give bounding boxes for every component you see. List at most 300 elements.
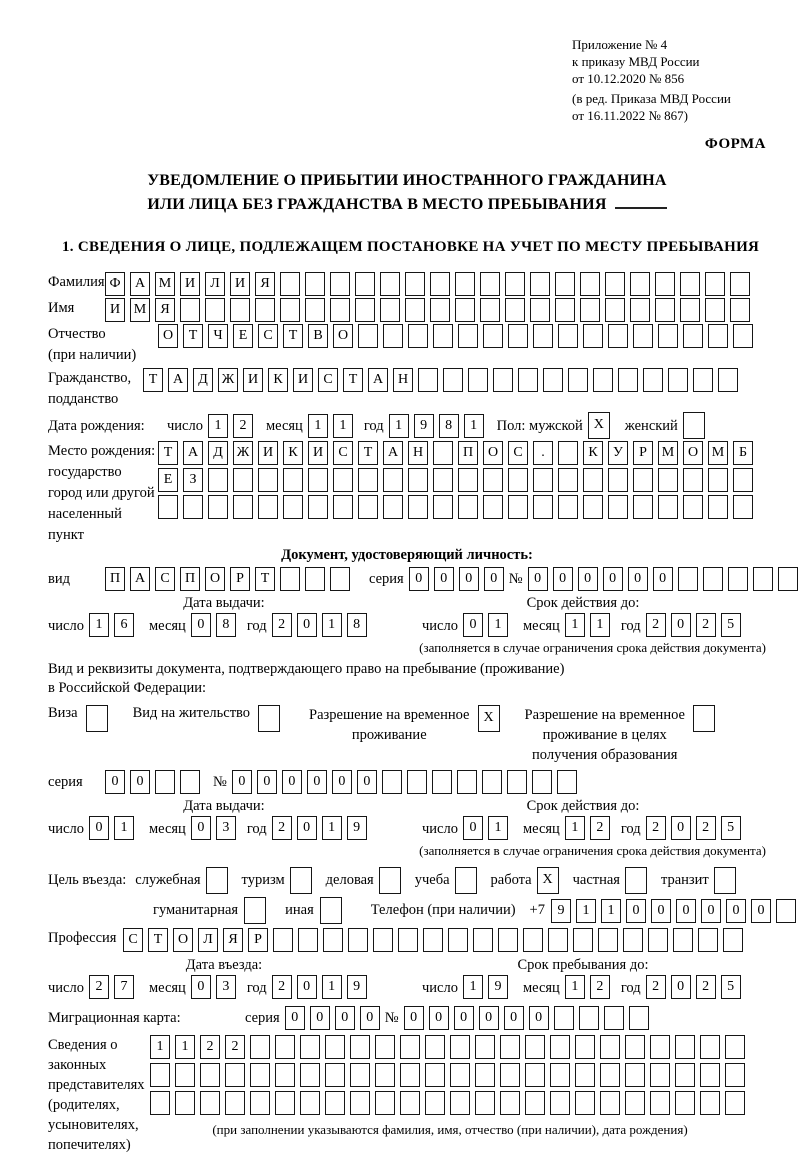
form-cell[interactable]: К: [268, 368, 288, 392]
form-cell[interactable]: 1: [463, 975, 483, 999]
form-cell[interactable]: [518, 368, 538, 392]
form-cell[interactable]: Т: [143, 368, 163, 392]
form-cell[interactable]: 2: [272, 975, 292, 999]
form-cell[interactable]: [683, 324, 703, 348]
form-cell[interactable]: 9: [551, 899, 571, 923]
form-cell[interactable]: [455, 298, 475, 322]
form-cell[interactable]: [550, 1035, 570, 1059]
form-cell[interactable]: [675, 1035, 695, 1059]
form-cell[interactable]: [323, 928, 343, 952]
form-cell[interactable]: [275, 1035, 295, 1059]
form-cell[interactable]: [608, 495, 628, 519]
form-cell[interactable]: [175, 1063, 195, 1087]
form-cell[interactable]: [308, 495, 328, 519]
form-cell[interactable]: 0: [409, 567, 429, 591]
form-cell[interactable]: [325, 1091, 345, 1115]
form-cell[interactable]: 1: [208, 414, 228, 438]
form-cell[interactable]: [430, 272, 450, 296]
form-cell[interactable]: [650, 1035, 670, 1059]
form-cell[interactable]: [625, 1091, 645, 1115]
form-cell[interactable]: [468, 368, 488, 392]
form-cell[interactable]: [778, 567, 798, 591]
form-cell[interactable]: [305, 272, 325, 296]
form-cell[interactable]: 2: [225, 1035, 245, 1059]
form-cell[interactable]: [233, 468, 253, 492]
form-cell[interactable]: 1: [322, 975, 342, 999]
form-cell[interactable]: 2: [646, 816, 666, 840]
form-cell[interactable]: [508, 468, 528, 492]
form-cell[interactable]: [650, 1063, 670, 1087]
form-cell[interactable]: Т: [343, 368, 363, 392]
form-cell[interactable]: [525, 1063, 545, 1087]
form-cell[interactable]: [633, 495, 653, 519]
form-cell[interactable]: 2: [646, 975, 666, 999]
form-cell[interactable]: [333, 468, 353, 492]
form-cell[interactable]: [708, 468, 728, 492]
form-cell[interactable]: [330, 298, 350, 322]
form-cell[interactable]: [558, 441, 578, 465]
form-cell[interactable]: [258, 495, 278, 519]
form-cell[interactable]: 0: [463, 613, 483, 637]
form-cell[interactable]: 7: [114, 975, 134, 999]
form-cell[interactable]: [705, 298, 725, 322]
form-cell[interactable]: Н: [408, 441, 428, 465]
form-cell[interactable]: [700, 1091, 720, 1115]
form-cell[interactable]: 0: [459, 567, 479, 591]
form-cell[interactable]: 0: [751, 899, 771, 923]
form-cell[interactable]: [457, 770, 477, 794]
form-cell[interactable]: 6: [114, 613, 134, 637]
form-cell[interactable]: [383, 324, 403, 348]
form-cell[interactable]: С: [123, 928, 143, 952]
form-cell[interactable]: А: [130, 272, 150, 296]
form-cell[interactable]: И: [105, 298, 125, 322]
form-cell[interactable]: Я: [223, 928, 243, 952]
form-cell[interactable]: [583, 495, 603, 519]
form-cell[interactable]: [244, 897, 266, 924]
form-cell[interactable]: [433, 324, 453, 348]
form-cell[interactable]: 0: [553, 567, 573, 591]
form-cell[interactable]: [575, 1063, 595, 1087]
form-cell[interactable]: [273, 928, 293, 952]
form-cell[interactable]: [530, 298, 550, 322]
form-cell[interactable]: [379, 867, 401, 894]
form-cell[interactable]: [698, 928, 718, 952]
form-cell[interactable]: 5: [721, 816, 741, 840]
form-cell[interactable]: [723, 928, 743, 952]
form-cell[interactable]: [554, 1006, 574, 1030]
form-cell[interactable]: [458, 324, 478, 348]
form-cell[interactable]: [655, 272, 675, 296]
form-cell[interactable]: [425, 1035, 445, 1059]
form-cell[interactable]: [448, 928, 468, 952]
form-cell[interactable]: 0: [676, 899, 696, 923]
form-cell[interactable]: [693, 368, 713, 392]
form-cell[interactable]: 8: [439, 414, 459, 438]
form-cell[interactable]: [705, 272, 725, 296]
form-cell[interactable]: [550, 1091, 570, 1115]
form-cell[interactable]: [308, 468, 328, 492]
form-cell[interactable]: [250, 1035, 270, 1059]
form-cell[interactable]: Т: [255, 567, 275, 591]
form-cell[interactable]: 8: [216, 613, 236, 637]
form-cell[interactable]: [700, 1035, 720, 1059]
form-cell[interactable]: С: [155, 567, 175, 591]
form-cell[interactable]: [776, 899, 796, 923]
form-cell[interactable]: Б: [733, 441, 753, 465]
form-cell[interactable]: [525, 1035, 545, 1059]
form-cell[interactable]: [280, 567, 300, 591]
form-cell[interactable]: 0: [285, 1006, 305, 1030]
form-cell[interactable]: [725, 1063, 745, 1087]
form-cell[interactable]: [150, 1091, 170, 1115]
form-cell[interactable]: [493, 368, 513, 392]
form-cell[interactable]: А: [168, 368, 188, 392]
form-cell[interactable]: [300, 1091, 320, 1115]
form-cell[interactable]: К: [283, 441, 303, 465]
form-cell[interactable]: Я: [255, 272, 275, 296]
form-cell[interactable]: [600, 1063, 620, 1087]
form-cell[interactable]: 0: [603, 567, 623, 591]
form-cell[interactable]: [432, 770, 452, 794]
form-cell[interactable]: [450, 1091, 470, 1115]
form-cell[interactable]: 9: [347, 816, 367, 840]
form-cell[interactable]: [508, 324, 528, 348]
form-cell[interactable]: [618, 368, 638, 392]
form-cell[interactable]: 9: [414, 414, 434, 438]
form-cell[interactable]: Т: [158, 441, 178, 465]
form-cell[interactable]: 2: [272, 613, 292, 637]
form-cell[interactable]: 0: [504, 1006, 524, 1030]
form-cell[interactable]: Д: [193, 368, 213, 392]
form-cell[interactable]: [225, 1091, 245, 1115]
form-cell[interactable]: [630, 298, 650, 322]
form-cell[interactable]: [200, 1063, 220, 1087]
form-cell[interactable]: 5: [721, 613, 741, 637]
form-cell[interactable]: [375, 1063, 395, 1087]
form-cell[interactable]: А: [383, 441, 403, 465]
form-cell[interactable]: А: [183, 441, 203, 465]
form-cell[interactable]: [753, 567, 773, 591]
form-cell[interactable]: [358, 324, 378, 348]
form-cell[interactable]: [433, 441, 453, 465]
form-cell[interactable]: 0: [310, 1006, 330, 1030]
form-cell[interactable]: [605, 272, 625, 296]
form-cell[interactable]: 0: [529, 1006, 549, 1030]
form-cell[interactable]: [205, 298, 225, 322]
form-cell[interactable]: О: [158, 324, 178, 348]
form-cell[interactable]: 1: [590, 613, 610, 637]
form-cell[interactable]: И: [293, 368, 313, 392]
form-cell[interactable]: [455, 272, 475, 296]
form-cell[interactable]: [373, 928, 393, 952]
form-cell[interactable]: [568, 368, 588, 392]
form-cell[interactable]: [180, 298, 200, 322]
form-cell[interactable]: [533, 495, 553, 519]
form-cell[interactable]: 0: [429, 1006, 449, 1030]
form-cell[interactable]: [555, 272, 575, 296]
form-cell[interactable]: [350, 1091, 370, 1115]
form-cell[interactable]: [575, 1035, 595, 1059]
form-cell[interactable]: И: [258, 441, 278, 465]
form-cell[interactable]: [405, 298, 425, 322]
form-cell[interactable]: 0: [232, 770, 252, 794]
form-cell[interactable]: 0: [628, 567, 648, 591]
form-cell[interactable]: [500, 1035, 520, 1059]
form-cell[interactable]: Н: [393, 368, 413, 392]
form-cell[interactable]: [407, 770, 427, 794]
form-cell[interactable]: [150, 1063, 170, 1087]
form-cell[interactable]: [593, 368, 613, 392]
form-cell[interactable]: Ф: [105, 272, 125, 296]
form-cell[interactable]: П: [180, 567, 200, 591]
form-cell[interactable]: [500, 1091, 520, 1115]
form-cell[interactable]: [650, 1091, 670, 1115]
form-cell[interactable]: 0: [671, 613, 691, 637]
form-cell[interactable]: 0: [528, 567, 548, 591]
form-cell[interactable]: К: [583, 441, 603, 465]
form-cell[interactable]: 5: [721, 975, 741, 999]
form-cell[interactable]: 0: [671, 975, 691, 999]
form-cell[interactable]: 2: [590, 816, 610, 840]
form-cell[interactable]: [608, 324, 628, 348]
form-cell[interactable]: X: [537, 867, 559, 894]
form-cell[interactable]: [400, 1063, 420, 1087]
form-cell[interactable]: [573, 928, 593, 952]
form-cell[interactable]: А: [368, 368, 388, 392]
form-cell[interactable]: [450, 1035, 470, 1059]
form-cell[interactable]: [733, 495, 753, 519]
form-cell[interactable]: М: [130, 298, 150, 322]
form-cell[interactable]: [382, 770, 402, 794]
form-cell[interactable]: [405, 272, 425, 296]
form-cell[interactable]: 1: [308, 414, 328, 438]
form-cell[interactable]: [703, 567, 723, 591]
form-cell[interactable]: Л: [205, 272, 225, 296]
form-cell[interactable]: [533, 324, 553, 348]
form-cell[interactable]: Т: [358, 441, 378, 465]
form-cell[interactable]: [430, 298, 450, 322]
form-cell[interactable]: [400, 1091, 420, 1115]
form-cell[interactable]: 1: [464, 414, 484, 438]
form-cell[interactable]: Р: [633, 441, 653, 465]
form-cell[interactable]: С: [333, 441, 353, 465]
form-cell[interactable]: [380, 298, 400, 322]
form-cell[interactable]: [350, 1063, 370, 1087]
form-cell[interactable]: 0: [726, 899, 746, 923]
form-cell[interactable]: 0: [282, 770, 302, 794]
form-cell[interactable]: 1: [565, 975, 585, 999]
form-cell[interactable]: С: [318, 368, 338, 392]
form-cell[interactable]: [230, 298, 250, 322]
form-cell[interactable]: [258, 468, 278, 492]
form-cell[interactable]: [305, 567, 325, 591]
form-cell[interactable]: [280, 298, 300, 322]
form-cell[interactable]: 2: [200, 1035, 220, 1059]
form-cell[interactable]: [425, 1063, 445, 1087]
form-cell[interactable]: [383, 468, 403, 492]
form-cell[interactable]: [708, 324, 728, 348]
form-cell[interactable]: [383, 495, 403, 519]
form-cell[interactable]: Ч: [208, 324, 228, 348]
form-cell[interactable]: [398, 928, 418, 952]
form-cell[interactable]: 0: [701, 899, 721, 923]
form-cell[interactable]: [505, 298, 525, 322]
form-cell[interactable]: 2: [696, 975, 716, 999]
form-cell[interactable]: 0: [335, 1006, 355, 1030]
form-cell[interactable]: [418, 368, 438, 392]
form-cell[interactable]: [483, 324, 503, 348]
form-cell[interactable]: [300, 1063, 320, 1087]
form-cell[interactable]: [507, 770, 527, 794]
form-cell[interactable]: [450, 1063, 470, 1087]
form-cell[interactable]: В: [308, 324, 328, 348]
form-cell[interactable]: [668, 368, 688, 392]
form-cell[interactable]: [725, 1035, 745, 1059]
form-cell[interactable]: [358, 468, 378, 492]
form-cell[interactable]: [579, 1006, 599, 1030]
form-cell[interactable]: [558, 324, 578, 348]
form-cell[interactable]: [325, 1063, 345, 1087]
form-cell[interactable]: [730, 298, 750, 322]
form-cell[interactable]: 0: [404, 1006, 424, 1030]
form-cell[interactable]: И: [308, 441, 328, 465]
form-cell[interactable]: [598, 928, 618, 952]
form-cell[interactable]: [183, 495, 203, 519]
form-cell[interactable]: [275, 1091, 295, 1115]
form-cell[interactable]: [600, 1091, 620, 1115]
form-cell[interactable]: 2: [89, 975, 109, 999]
form-cell[interactable]: 3: [216, 816, 236, 840]
form-cell[interactable]: М: [708, 441, 728, 465]
form-cell[interactable]: 1: [488, 613, 508, 637]
form-cell[interactable]: 1: [601, 899, 621, 923]
form-cell[interactable]: [443, 368, 463, 392]
form-cell[interactable]: [500, 1063, 520, 1087]
form-cell[interactable]: [206, 867, 228, 894]
form-cell[interactable]: [714, 867, 736, 894]
form-cell[interactable]: 0: [191, 613, 211, 637]
form-cell[interactable]: [298, 928, 318, 952]
form-cell[interactable]: [680, 272, 700, 296]
form-cell[interactable]: 0: [307, 770, 327, 794]
form-cell[interactable]: 0: [357, 770, 377, 794]
form-cell[interactable]: О: [333, 324, 353, 348]
form-cell[interactable]: [580, 298, 600, 322]
form-cell[interactable]: [658, 324, 678, 348]
form-cell[interactable]: [86, 705, 108, 732]
form-cell[interactable]: [693, 705, 715, 732]
form-cell[interactable]: [648, 928, 668, 952]
form-cell[interactable]: [330, 272, 350, 296]
form-cell[interactable]: Л: [198, 928, 218, 952]
form-cell[interactable]: 2: [696, 816, 716, 840]
form-cell[interactable]: 2: [272, 816, 292, 840]
form-cell[interactable]: X: [588, 412, 610, 439]
form-cell[interactable]: [725, 1091, 745, 1115]
form-cell[interactable]: 1: [322, 816, 342, 840]
form-cell[interactable]: [605, 298, 625, 322]
form-cell[interactable]: [483, 495, 503, 519]
form-cell[interactable]: [625, 1035, 645, 1059]
form-cell[interactable]: Е: [158, 468, 178, 492]
form-cell[interactable]: 1: [175, 1035, 195, 1059]
form-cell[interactable]: [625, 1063, 645, 1087]
form-cell[interactable]: [333, 495, 353, 519]
form-cell[interactable]: [683, 495, 703, 519]
form-cell[interactable]: [473, 928, 493, 952]
form-cell[interactable]: И: [180, 272, 200, 296]
form-cell[interactable]: [355, 272, 375, 296]
form-cell[interactable]: [408, 324, 428, 348]
form-cell[interactable]: О: [483, 441, 503, 465]
form-cell[interactable]: 0: [191, 816, 211, 840]
form-cell[interactable]: [498, 928, 518, 952]
form-cell[interactable]: 0: [626, 899, 646, 923]
form-cell[interactable]: [525, 1091, 545, 1115]
form-cell[interactable]: [325, 1035, 345, 1059]
form-cell[interactable]: [290, 867, 312, 894]
form-cell[interactable]: [225, 1063, 245, 1087]
form-cell[interactable]: 0: [484, 567, 504, 591]
form-cell[interactable]: [380, 272, 400, 296]
form-cell[interactable]: [543, 368, 563, 392]
form-cell[interactable]: П: [458, 441, 478, 465]
form-cell[interactable]: [655, 298, 675, 322]
form-cell[interactable]: [283, 468, 303, 492]
form-cell[interactable]: [375, 1091, 395, 1115]
form-cell[interactable]: [283, 495, 303, 519]
form-cell[interactable]: [633, 468, 653, 492]
form-cell[interactable]: [480, 272, 500, 296]
form-cell[interactable]: 9: [488, 975, 508, 999]
form-cell[interactable]: [480, 298, 500, 322]
form-cell[interactable]: Т: [183, 324, 203, 348]
form-cell[interactable]: Ж: [218, 368, 238, 392]
form-cell[interactable]: Р: [230, 567, 250, 591]
form-cell[interactable]: [208, 468, 228, 492]
form-cell[interactable]: [604, 1006, 624, 1030]
form-cell[interactable]: [700, 1063, 720, 1087]
form-cell[interactable]: 1: [565, 613, 585, 637]
form-cell[interactable]: [583, 468, 603, 492]
form-cell[interactable]: 8: [347, 613, 367, 637]
form-cell[interactable]: [250, 1063, 270, 1087]
form-cell[interactable]: [683, 412, 705, 439]
form-cell[interactable]: [508, 495, 528, 519]
form-cell[interactable]: 1: [565, 816, 585, 840]
form-cell[interactable]: [523, 928, 543, 952]
form-cell[interactable]: [175, 1091, 195, 1115]
form-cell[interactable]: С: [258, 324, 278, 348]
form-cell[interactable]: [675, 1091, 695, 1115]
form-cell[interactable]: [482, 770, 502, 794]
form-cell[interactable]: 0: [578, 567, 598, 591]
form-cell[interactable]: 1: [150, 1035, 170, 1059]
form-cell[interactable]: 0: [191, 975, 211, 999]
form-cell[interactable]: [683, 468, 703, 492]
form-cell[interactable]: [673, 928, 693, 952]
form-cell[interactable]: 0: [130, 770, 150, 794]
form-cell[interactable]: 0: [651, 899, 671, 923]
form-cell[interactable]: 0: [454, 1006, 474, 1030]
form-cell[interactable]: 0: [360, 1006, 380, 1030]
form-cell[interactable]: [455, 867, 477, 894]
form-cell[interactable]: .: [533, 441, 553, 465]
form-cell[interactable]: [200, 1091, 220, 1115]
form-cell[interactable]: [400, 1035, 420, 1059]
form-cell[interactable]: Е: [233, 324, 253, 348]
